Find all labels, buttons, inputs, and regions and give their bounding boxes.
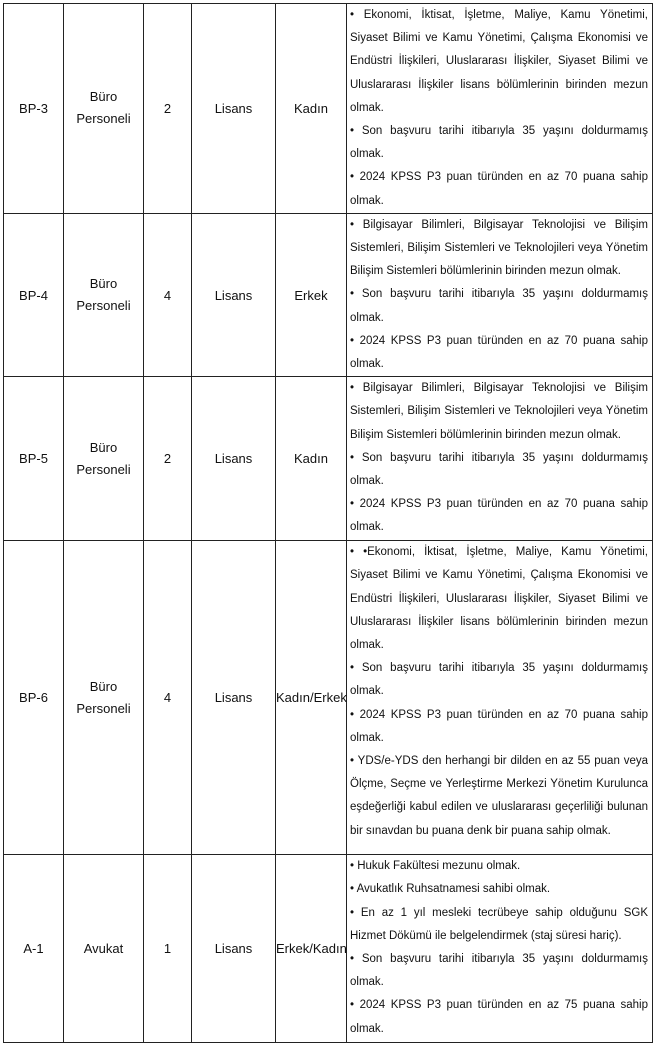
requirement-item: • Son başvuru tarihi itibarıyla 35 yaşını doldurmamış olmak. — [350, 662, 648, 698]
requirement-item: • Hukuk Fakültesi mezunu olmak. — [350, 860, 521, 873]
position-title-line: Personeli — [76, 461, 131, 477]
education-level: Lisans — [192, 4, 276, 214]
requirement-item: • 2024 KPSS P3 puan türünden en az 70 puana sahip olmak. — [350, 334, 648, 371]
position-title-line: Personeli — [76, 111, 131, 127]
education-level: Lisans — [192, 213, 276, 376]
positions-table-body — [4, 4, 653, 1043]
requirements-cell — [347, 213, 653, 376]
requirement-item: • Son başvuru tarihi itibarıyla 35 yaşını doldurmamış olmak. — [350, 125, 648, 161]
gender-requirement: Erkek/Kadın — [276, 855, 347, 1043]
requirement-item: • Bilgisayar Bilimleri, Bilgisayar Teknolojisi ve Bilişim Sistemleri, Bilişim Sistemleri ve Teknolojileri veya Yönetim Bilişim Sistemleri bölümlerinin birinden mezun olmak. — [350, 382, 648, 441]
requirement-item: • En az 1 yıl mesleki tecrübeye sahip olduğunu SGK Hizmet Dökümü ile belgelendirmek (staj süresi hariç). — [350, 906, 648, 942]
position-title-line: Büro — [89, 439, 118, 455]
requirement-item: • Son başvuru tarihi itibarıyla 35 yaşını doldurmamış olmak. — [350, 288, 648, 324]
requirement-item: • •Ekonomi, İktisat, İşletme, Maliye, Kamu Yönetimi, Siyaset Bilimi ve Kamu Yönetimi, Çalışma Ekonomisi ve Endüstri İlişkileri, Uluslararası İlişkiler, Siyaset Bilimi ve Uluslararası İlişkiler lisans bölümlerinin birinden mezun olmak. — [350, 546, 648, 652]
position-title-line: Büro — [89, 678, 118, 694]
position-title-line: Avukat — [83, 940, 124, 956]
position-code: A-1 — [4, 855, 64, 1043]
education-level: Lisans — [192, 855, 276, 1043]
gender-requirement: Kadın — [276, 377, 347, 541]
position-code: BP-6 — [4, 541, 64, 855]
requirement-item: • YDS/e-YDS den herhangi bir dilden en az 55 puan veya Ölçme, Seçme ve Yerleştirme Merkezi Yönetim Kurulunca eşdeğerliği kabul edilen ve uluslararası geçerliliği bulunan bir sınavdan bu puana denk bir puana sahip olmak. — [350, 755, 648, 837]
education-level: Lisans — [192, 377, 276, 541]
gender-requirement: Erkek — [276, 213, 347, 376]
position-title-line: Personeli — [76, 298, 131, 314]
requirements-cell — [347, 4, 653, 214]
table-row — [4, 4, 653, 214]
table-row — [4, 855, 653, 1043]
gender-requirement: Kadın — [276, 4, 347, 214]
position-title-line: Büro — [89, 89, 118, 105]
requirements-cell — [347, 855, 653, 1043]
requirement-item: • 2024 KPSS P3 puan türünden en az 70 puana sahip olmak. — [350, 498, 648, 534]
requirement-item: • Son başvuru tarihi itibarıyla 35 yaşını doldurmamış olmak. — [350, 451, 648, 488]
requirement-item: • 2024 KPSS P3 puan türünden en az 75 puana sahip olmak. — [350, 999, 648, 1035]
position-title-line: Büro — [89, 276, 118, 292]
requirement-item: • Bilgisayar Bilimleri, Bilgisayar Teknolojisi ve Bilişim Sistemleri, Bilişim Sistemleri ve Teknolojileri veya Yönetim Bilişim Sistemleri bölümlerinin birinden mezun olmak. — [350, 218, 648, 278]
table-row — [4, 213, 653, 376]
requirement-item: • Ekonomi, İktisat, İşletme, Maliye, Kamu Yönetimi, Siyaset Bilimi ve Kamu Yönetimi, Çalışma Ekonomisi ve Endüstri İlişkileri, Uluslararası İlişkiler, Siyaset Bilimi ve Uluslararası İlişkiler lisans bölümlerinin birinden mezun olmak. — [350, 9, 648, 114]
position-count: 4 — [144, 213, 192, 376]
position-title — [64, 377, 144, 541]
position-title — [64, 4, 144, 214]
position-title-line: Personeli — [76, 700, 131, 716]
requirement-item: • 2024 KPSS P3 puan türünden en az 70 puana sahip olmak. — [350, 708, 648, 744]
position-count: 2 — [144, 4, 192, 214]
requirement-item: • Son başvuru tarihi itibarıyla 35 yaşını doldurmamış olmak. — [350, 953, 648, 989]
position-title — [64, 213, 144, 376]
position-code: BP-3 — [4, 4, 64, 214]
education-level: Lisans — [192, 541, 276, 855]
positions-table — [3, 3, 653, 1043]
position-title — [64, 541, 144, 855]
gender-requirement: Kadın/Erkek — [276, 541, 347, 855]
position-code: BP-4 — [4, 213, 64, 376]
requirements-cell — [347, 541, 653, 855]
requirement-item: • 2024 KPSS P3 puan türünden en az 70 puana sahip olmak. — [350, 171, 648, 207]
table-row — [4, 541, 653, 855]
position-code: BP-5 — [4, 377, 64, 541]
requirements-cell — [347, 377, 653, 541]
requirement-item: • Avukatlık Ruhsatnamesi sahibi olmak. — [350, 883, 551, 896]
position-count: 4 — [144, 541, 192, 855]
position-count: 1 — [144, 855, 192, 1043]
position-count: 2 — [144, 377, 192, 541]
position-title — [64, 855, 144, 1043]
table-row — [4, 377, 653, 541]
